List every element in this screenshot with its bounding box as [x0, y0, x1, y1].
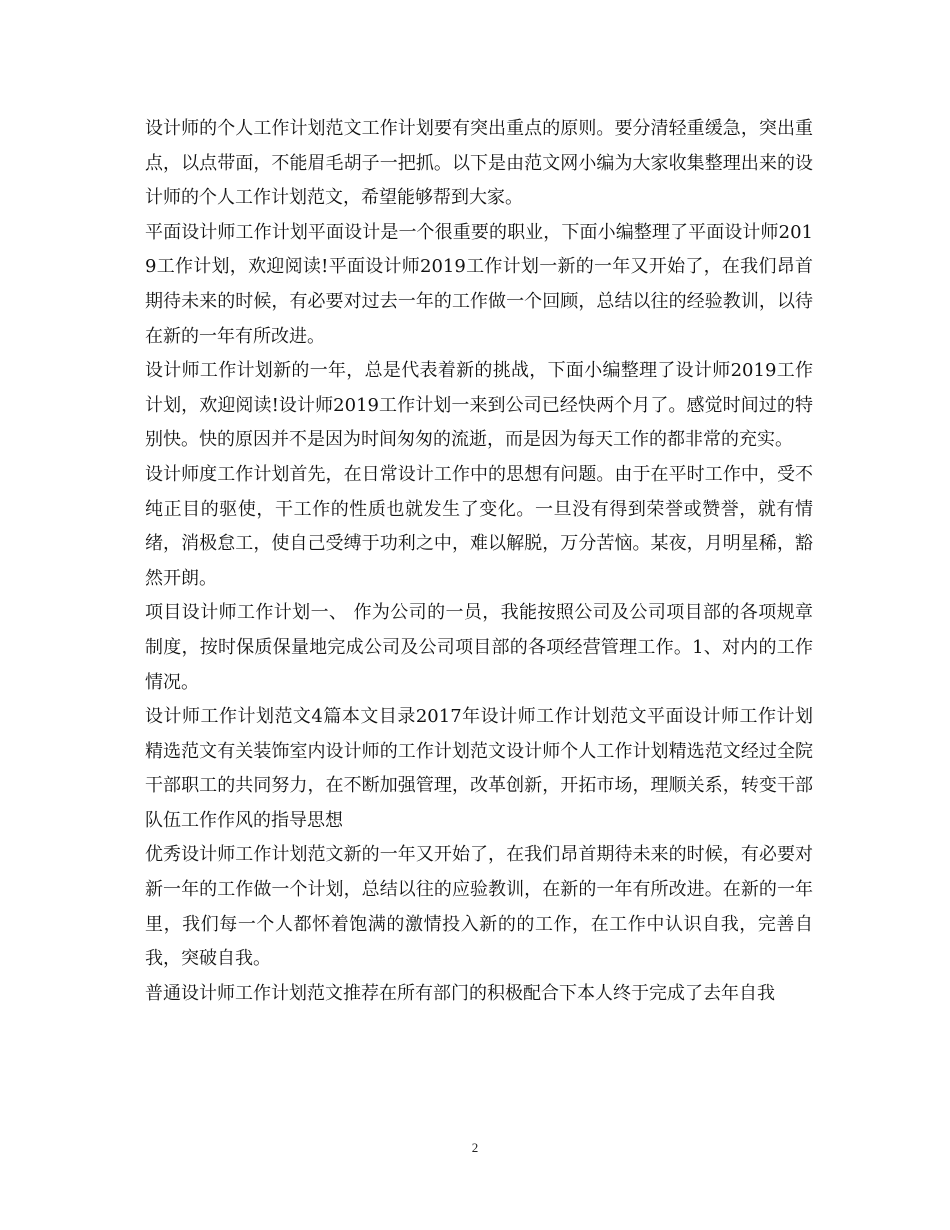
paragraph: 设计师的个人工作计划范文工作计划要有突出重点的原则。要分清轻重缓急，突出重点，以点带面，不能眉毛胡子一把抓。以下是由范文网小编为大家收集整理出来的设计师的个人工作计划范文，希望能够帮到大家。	[145, 118, 813, 209]
page-number: 2	[471, 1140, 479, 1155]
paragraph: 项目设计师工作计划一、 作为公司的一员，我能按照公司及公司项目部的各项规章制度，按时保质保量地完成公司及公司项目部的各项经营管理工作。1、对内的工作情况。	[145, 602, 813, 693]
document-body	[145, 112, 813, 1011]
paragraph: 设计师工作计划范文4篇本文目录2017年设计师工作计划范文平面设计师工作计划精选范文有关装饰室内设计师的工作计划范文设计师个人工作计划精选范文经过全院干部职工的共同努力，在不断加强管理，改革创新，开拓市场，理顺关系，转变干部队伍工作作风的指导思想	[145, 706, 813, 831]
paragraph: 设计师度工作计划首先，在日常设计工作中的思想有问题。由于在平时工作中，受不纯正目的驱使，干工作的性质也就发生了变化。一旦没有得到荣誉或赞誉，就有情绪，消极怠工，使自己受缚于功利之中，难以解脱，万分苦恼。某夜，月明星稀，豁然开朗。	[145, 463, 813, 589]
paragraph: 优秀设计师工作计划范文新的一年又开始了，在我们昂首期待未来的时候，有必要对新一年的工作做一个计划，总结以往的应验教训，在新的一年有所改进。在新的一年里，我们每一个人都怀着饱满的激情投入新的的工作，在工作中认识自我，完善自我，突破自我。	[145, 844, 813, 970]
paragraph: 设计师工作计划新的一年，总是代表着新的挑战，下面小编整理了设计师2019工作计划，欢迎阅读!设计师2019工作计划一来到公司已经快两个月了。感觉时间过的特别快。快的原因并不是因为时间匆匆的流逝，而是因为每天工作的都非常的充实。	[145, 360, 813, 451]
paragraph: 平面设计师工作计划平面设计是一个很重要的职业，下面小编整理了平面设计师2019工作计划，欢迎阅读!平面设计师2019工作计划一新的一年又开始了，在我们昂首期待未来的时候，有必要对过去一年的工作做一个回顾，总结以往的经验教训，以待在新的一年有所改进。	[145, 221, 813, 347]
paragraph: 普通设计师工作计划范文推荐在所有部门的积极配合下本人终于完成了去年自我	[145, 982, 775, 1004]
